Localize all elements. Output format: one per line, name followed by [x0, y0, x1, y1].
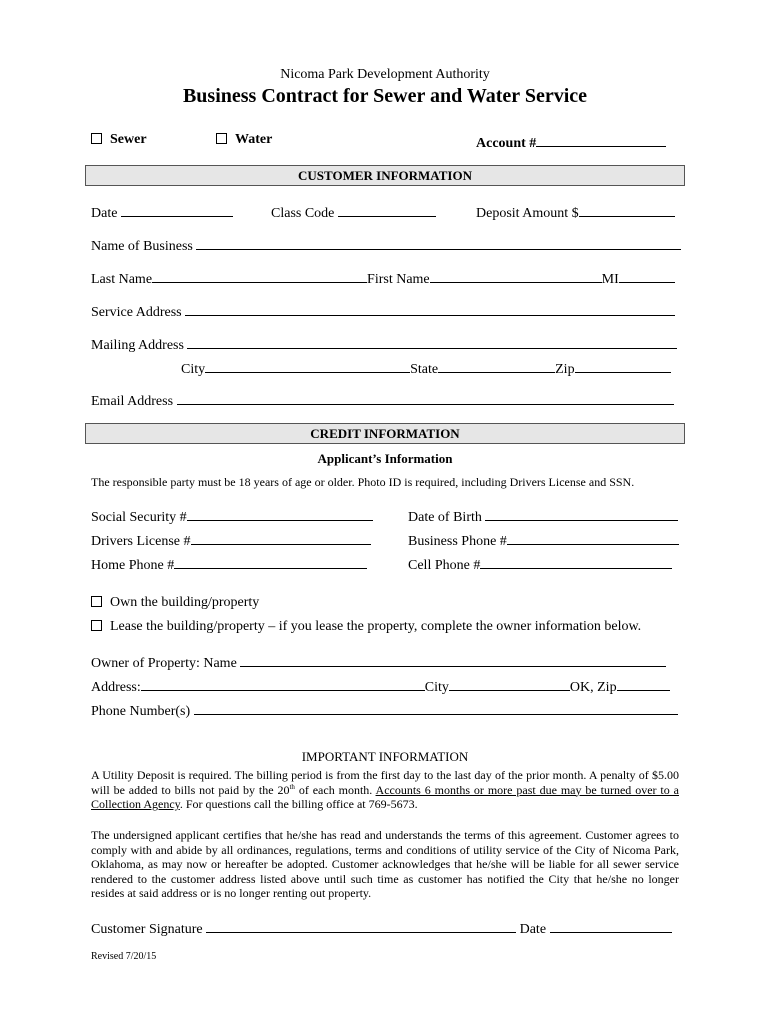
home-phone-label: Home Phone #	[91, 558, 175, 573]
business-name-line[interactable]	[196, 235, 681, 250]
account-label: Account #	[476, 136, 537, 151]
owner-city-label: City	[424, 680, 449, 695]
dob-line[interactable]	[485, 506, 678, 521]
city-label: City	[181, 362, 206, 377]
important-info-heading: IMPORTANT INFORMATION	[301, 749, 469, 764]
mi-label: MI	[601, 272, 619, 287]
last-name-label: Last Name	[91, 272, 153, 287]
phone-numbers-field[interactable]	[91, 700, 678, 720]
credit-info-heading: CREDIT INFORMATION	[85, 423, 685, 444]
age-requirement-note: The responsible party must be 18 years of age or older. Photo ID is required, including Drivers License and SSN.	[91, 475, 635, 489]
mi-line[interactable]	[619, 268, 675, 283]
email-label: Email Address	[91, 394, 174, 409]
collection-agency-warning: Accounts 6 months or more past due may be turned over to a Collection Agency	[91, 782, 679, 811]
zip-line[interactable]	[575, 358, 671, 373]
lease-label: Lease the building/property – if you lease the property, complete the owner information below.	[110, 619, 642, 634]
drivers-license-field[interactable]	[91, 530, 371, 550]
billing-terms-text-2: of each month.	[294, 782, 376, 797]
drivers-license-label: Drivers License #	[91, 534, 191, 549]
cell-phone-label: Cell Phone #	[408, 558, 481, 573]
service-address-line[interactable]	[185, 301, 675, 316]
signature-row[interactable]	[91, 918, 672, 938]
name-row[interactable]	[91, 268, 675, 288]
date-line[interactable]	[121, 202, 233, 217]
cell-phone-field[interactable]	[408, 554, 672, 574]
lease-option[interactable]	[91, 619, 641, 635]
water-option[interactable]	[216, 132, 272, 148]
water-checkbox[interactable]	[216, 133, 227, 144]
owner-name-label: Owner of Property: Name	[91, 656, 237, 671]
applicant-info-heading: Applicant’s Information	[317, 451, 453, 466]
drivers-license-line[interactable]	[191, 530, 371, 545]
form-title: Business Contract for Sewer and Water Service	[182, 85, 588, 107]
city-state-zip-row[interactable]	[181, 358, 671, 378]
deposit-line[interactable]	[579, 202, 675, 217]
phone-numbers-line[interactable]	[194, 700, 678, 715]
owner-address-label: Address:	[91, 680, 141, 695]
dob-label: Date of Birth	[408, 510, 482, 525]
mailing-address-line[interactable]	[187, 334, 677, 349]
own-label: Own the building/property	[110, 595, 260, 610]
sewer-checkbox[interactable]	[91, 133, 102, 144]
signature-label: Customer Signature	[91, 922, 203, 937]
date-field[interactable]	[91, 202, 233, 222]
cell-phone-line[interactable]	[480, 554, 672, 569]
water-label: Water	[235, 132, 273, 147]
customer-info-heading: CUSTOMER INFORMATION	[85, 165, 685, 186]
service-address-field[interactable]	[91, 301, 675, 321]
signature-date-line[interactable]	[550, 918, 672, 933]
ssn-field[interactable]	[91, 506, 373, 526]
city-line[interactable]	[205, 358, 410, 373]
owner-address-row[interactable]	[91, 676, 670, 696]
billing-terms-text: A Utility Deposit is required. The billing period is from the first day to the last day of the prior month. A penalty of $5.00 will be added to bills not paid by the 20	[91, 768, 679, 797]
signature-line[interactable]	[206, 918, 516, 933]
mailing-address-label: Mailing Address	[91, 338, 184, 353]
owner-zip-label: OK, Zip	[569, 680, 617, 695]
dob-field[interactable]	[408, 506, 678, 526]
revision-note: Revised 7/20/15	[91, 951, 157, 962]
class-code-line[interactable]	[338, 202, 436, 217]
agreement-paragraph: The undersigned applicant certifies that he/she has read and understands the terms of this agreement. Customer agrees to comply with and abide by all ordinances, regulations, terms and conditions of utility service of the City of Nicoma Park, Oklahoma, as may now or hereafter be adopted. Customer acknowledges that he/she will be liable for all sewer service rendered to the customer address listed above until such time as customer has notified the City that he/she no longer resides at said address or is no longer renting out property.	[91, 828, 679, 900]
deposit-field[interactable]	[476, 202, 675, 222]
last-name-line[interactable]	[152, 268, 367, 283]
account-line[interactable]	[536, 132, 666, 147]
date-label: Date	[91, 206, 118, 221]
billing-contact-text: . For questions call the billing office at 769-5673.	[179, 797, 418, 811]
agency-name: Nicoma Park Development Authority	[280, 67, 490, 82]
email-line[interactable]	[177, 390, 674, 405]
service-address-label: Service Address	[91, 305, 182, 320]
lease-checkbox[interactable]	[91, 620, 102, 631]
first-name-label: First Name	[367, 272, 430, 287]
business-name-label: Name of Business	[91, 239, 193, 254]
billing-terms-paragraph	[91, 768, 679, 812]
owner-name-field[interactable]	[91, 652, 666, 672]
class-code-field[interactable]	[271, 202, 436, 222]
mailing-address-field[interactable]	[91, 334, 677, 354]
sewer-option[interactable]	[91, 132, 147, 148]
ssn-line[interactable]	[187, 506, 373, 521]
home-phone-line[interactable]	[174, 554, 367, 569]
own-checkbox[interactable]	[91, 596, 102, 607]
state-label: State	[410, 362, 439, 377]
class-code-label: Class Code	[271, 206, 335, 221]
owner-zip-line[interactable]	[617, 676, 670, 691]
own-option[interactable]	[91, 595, 259, 611]
email-field[interactable]	[91, 390, 674, 410]
zip-label: Zip	[555, 362, 575, 377]
owner-city-line[interactable]	[449, 676, 570, 691]
ordinal-suffix: th	[289, 782, 295, 791]
account-field[interactable]	[476, 132, 666, 152]
business-phone-label: Business Phone #	[408, 534, 507, 549]
home-phone-field[interactable]	[91, 554, 367, 574]
sewer-label: Sewer	[110, 132, 147, 147]
deposit-label: Deposit Amount $	[476, 206, 579, 221]
owner-name-line[interactable]	[240, 652, 666, 667]
signature-date-label: Date	[519, 922, 547, 937]
owner-address-line[interactable]	[141, 676, 425, 691]
state-line[interactable]	[438, 358, 555, 373]
phone-numbers-label: Phone Number(s)	[91, 704, 191, 719]
business-name-field[interactable]	[91, 235, 681, 255]
first-name-line[interactable]	[430, 268, 602, 283]
business-phone-field[interactable]	[408, 530, 679, 550]
business-phone-line[interactable]	[507, 530, 679, 545]
ssn-label: Social Security #	[91, 510, 187, 525]
